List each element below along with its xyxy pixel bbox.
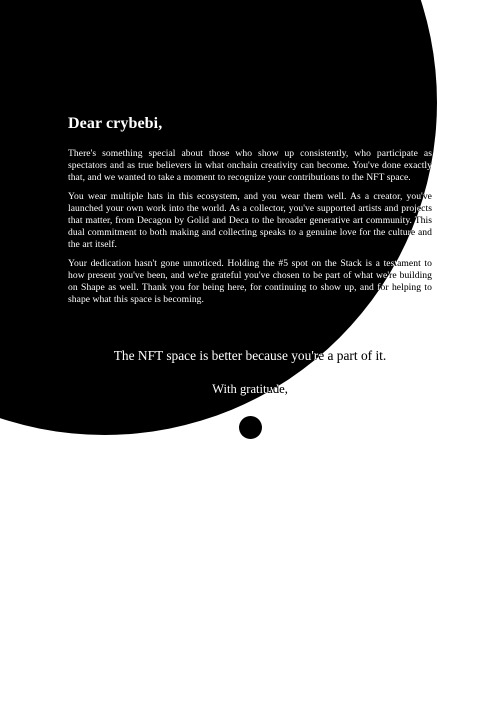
paragraph-2: You wear multiple hats in this ecosystem, and you wear them well. As a creator, you've launched your own work into the world. As a collector, you've supported artists and projects that matter, from Decagon by Golid and Deca to the broader generative art community. This dual commitment to both making and collecting speaks to a genuine love for the culture and the art itself.: [68, 191, 432, 250]
letter-body: [68, 148, 432, 314]
closing-statement: The NFT space is better because you're a part of it.: [113, 348, 387, 363]
seal-dot-icon: [239, 416, 262, 439]
paragraph-1: There's something special about those who show up consistently, who participate as spectators and as true believers in what onchain creativity can become. You've done exactly that, and we wanted to take a moment to recognize your contributions to the NFT space.: [68, 148, 432, 183]
paragraph-3: Your dedication hasn't gone unnoticed. Holding the #5 spot on the Stack is a testament to how present you've been, and we're grateful you've chosen to be part of what we're building on Shape as well. Thank you for being here, for continuing to show up, and for helping to shape what this space is becoming.: [68, 258, 432, 305]
salutation: Dear crybebi,: [68, 115, 163, 132]
signoff: With gratitude,: [212, 382, 288, 396]
